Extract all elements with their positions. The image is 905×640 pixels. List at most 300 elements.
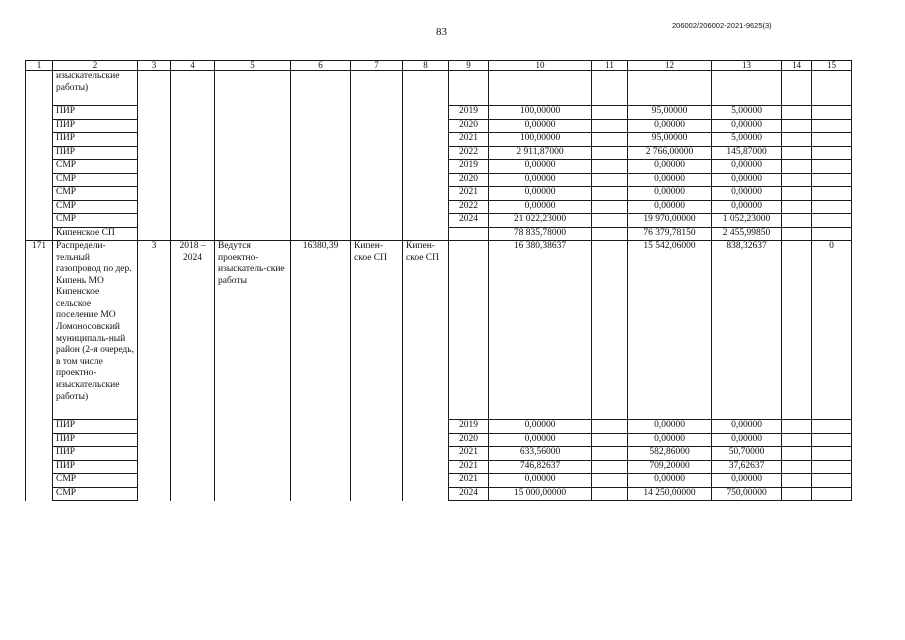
empty-cell xyxy=(215,487,291,501)
empty-cell xyxy=(812,460,852,474)
empty-cell xyxy=(782,160,812,174)
regional-cost-cell: 838,32637 xyxy=(712,241,782,420)
empty-cell xyxy=(351,187,403,201)
year-cell: 2022 xyxy=(449,200,489,214)
empty-cell xyxy=(403,460,449,474)
total-cost-cell: 0,00000 xyxy=(489,160,592,174)
empty-cell xyxy=(812,173,852,187)
empty-cell xyxy=(351,200,403,214)
work-type-cell: ПИР xyxy=(53,460,138,474)
work-type-cell: ПИР xyxy=(53,119,138,133)
empty-cell xyxy=(351,106,403,120)
work-type-cell: СМР xyxy=(53,173,138,187)
empty-cell xyxy=(592,146,628,160)
empty-cell xyxy=(171,214,215,228)
empty-cell xyxy=(812,227,852,241)
empty-cell xyxy=(449,227,489,241)
work-type-cell: ПИР xyxy=(53,133,138,147)
empty-cell xyxy=(138,187,171,201)
federal-cost-cell: 0,00000 xyxy=(628,160,712,174)
empty-cell xyxy=(291,133,351,147)
federal-cost-cell: 0,00000 xyxy=(628,173,712,187)
table-row xyxy=(26,420,852,434)
empty-cell xyxy=(782,200,812,214)
federal-cost-cell: 2 766,00000 xyxy=(628,146,712,160)
empty-cell xyxy=(171,420,215,434)
empty-cell xyxy=(812,487,852,501)
empty-cell xyxy=(592,447,628,461)
empty-cell xyxy=(291,200,351,214)
empty-cell xyxy=(592,119,628,133)
municipality-cell: Кипен-ское СП xyxy=(403,241,449,420)
empty-cell xyxy=(291,433,351,447)
year-cell: 2020 xyxy=(449,119,489,133)
total-cost-cell: 0,00000 xyxy=(489,187,592,201)
table-row xyxy=(26,200,852,214)
total-cost-cell: 0,00000 xyxy=(489,173,592,187)
table-row xyxy=(26,173,852,187)
federal-cost-cell: 0,00000 xyxy=(628,420,712,434)
empty-cell xyxy=(812,133,852,147)
empty-cell xyxy=(291,187,351,201)
empty-cell xyxy=(812,119,852,133)
total-cost-cell: 746,82637 xyxy=(489,460,592,474)
empty-cell xyxy=(291,460,351,474)
empty-cell xyxy=(403,187,449,201)
empty-cell xyxy=(812,214,852,228)
subtotal-federal: 76 379,78150 xyxy=(628,227,712,241)
empty-cell xyxy=(403,160,449,174)
empty-cell xyxy=(171,133,215,147)
subtotal-label: Кипенское СП xyxy=(53,227,138,241)
table-row xyxy=(26,474,852,488)
table-row xyxy=(26,146,852,160)
empty-cell xyxy=(138,119,171,133)
empty-cell xyxy=(782,227,812,241)
empty-cell xyxy=(215,160,291,174)
empty-cell xyxy=(403,173,449,187)
regional-cost-cell: 5,00000 xyxy=(712,106,782,120)
empty-cell xyxy=(592,173,628,187)
regional-cost-cell: 1 052,23000 xyxy=(712,214,782,228)
empty-cell xyxy=(351,119,403,133)
empty-cell xyxy=(215,200,291,214)
total-cost-cell: 0,00000 xyxy=(489,433,592,447)
empty-cell xyxy=(171,460,215,474)
empty-cell xyxy=(138,420,171,434)
empty-cell xyxy=(171,433,215,447)
empty-cell xyxy=(215,133,291,147)
empty-cell xyxy=(351,160,403,174)
table-row xyxy=(26,133,852,147)
empty-cell xyxy=(403,200,449,214)
table-row xyxy=(26,433,852,447)
column-header: 12 xyxy=(628,61,712,71)
estimated-cost-cell: 16380,39 xyxy=(291,241,351,420)
empty-cell xyxy=(26,214,53,228)
table-row xyxy=(26,487,852,501)
empty-cell xyxy=(291,227,351,241)
empty-cell xyxy=(138,433,171,447)
year-cell: 2024 xyxy=(449,487,489,501)
page-number: 83 xyxy=(436,26,447,38)
empty-cell xyxy=(26,474,53,488)
empty-cell xyxy=(215,71,291,106)
empty-cell xyxy=(449,71,489,106)
empty-cell xyxy=(291,71,351,106)
empty-cell xyxy=(592,474,628,488)
empty-cell xyxy=(291,146,351,160)
empty-cell xyxy=(712,71,782,106)
work-type-cell: СМР xyxy=(53,487,138,501)
empty-cell xyxy=(215,146,291,160)
empty-cell xyxy=(403,146,449,160)
column-header: 5 xyxy=(215,61,291,71)
year-cell: 2019 xyxy=(449,420,489,434)
federal-cost-cell: 0,00000 xyxy=(628,433,712,447)
table-row xyxy=(26,187,852,201)
object-name-cell: Распредели-тельный газопровод по дер. Кипень МО Кипенское сельское поселение МО Ломоносовский муниципаль-ный район (2-я очередь, в том числе проектно-изыскательские работы) xyxy=(53,241,138,420)
empty-cell xyxy=(138,474,171,488)
year-cell: 2021 xyxy=(449,447,489,461)
continued-name-cell: изыскательские работы) xyxy=(53,71,138,106)
empty-cell xyxy=(351,460,403,474)
empty-cell xyxy=(215,433,291,447)
empty-cell xyxy=(351,71,403,106)
status-cell: Ведутся проектно-изыскатель-ские работы xyxy=(215,241,291,420)
empty-cell xyxy=(26,420,53,434)
empty-cell xyxy=(351,474,403,488)
regional-cost-cell: 750,00000 xyxy=(712,487,782,501)
table-row xyxy=(26,71,852,106)
empty-cell xyxy=(171,119,215,133)
empty-cell xyxy=(138,200,171,214)
empty-cell xyxy=(782,173,812,187)
total-cost-cell: 0,00000 xyxy=(489,119,592,133)
empty-cell xyxy=(403,420,449,434)
empty-cell xyxy=(291,160,351,174)
empty-cell xyxy=(812,420,852,434)
column-header: 10 xyxy=(489,61,592,71)
empty-cell xyxy=(26,146,53,160)
years-cell: 2018 – 2024 xyxy=(171,241,215,420)
year-cell: 2019 xyxy=(449,160,489,174)
empty-cell xyxy=(215,227,291,241)
regional-cost-cell: 0,00000 xyxy=(712,420,782,434)
empty-cell xyxy=(26,160,53,174)
empty-cell xyxy=(403,71,449,106)
empty-cell xyxy=(782,214,812,228)
document-id: 206002/206002-2021-9625(3) xyxy=(672,21,772,30)
federal-cost-cell: 14 250,00000 xyxy=(628,487,712,501)
empty-cell xyxy=(138,160,171,174)
empty-cell xyxy=(351,214,403,228)
work-type-cell: СМР xyxy=(53,474,138,488)
empty-cell xyxy=(291,119,351,133)
row-number-cell: 171 xyxy=(26,241,53,420)
work-type-cell: ПИР xyxy=(53,146,138,160)
empty-cell xyxy=(215,119,291,133)
power-cell: 3 xyxy=(138,241,171,420)
column-header: 9 xyxy=(449,61,489,71)
empty-cell xyxy=(26,227,53,241)
total-cost-cell: 633,56000 xyxy=(489,447,592,461)
table-row xyxy=(26,119,852,133)
regional-cost-cell: 0,00000 xyxy=(712,187,782,201)
empty-cell xyxy=(812,433,852,447)
year-cell: 2024 xyxy=(449,214,489,228)
year-cell: 2021 xyxy=(449,474,489,488)
federal-cost-cell: 709,20000 xyxy=(628,460,712,474)
empty-cell xyxy=(171,474,215,488)
empty-cell xyxy=(171,71,215,106)
empty-cell xyxy=(403,227,449,241)
year-cell: 2019 xyxy=(449,106,489,120)
total-cost-cell: 16 380,38637 xyxy=(489,241,592,420)
work-type-cell: СМР xyxy=(53,187,138,201)
work-type-cell: ПИР xyxy=(53,433,138,447)
empty-cell xyxy=(291,173,351,187)
federal-cost-cell: 19 970,00000 xyxy=(628,214,712,228)
empty-cell xyxy=(592,214,628,228)
empty-cell xyxy=(171,146,215,160)
empty-cell xyxy=(351,447,403,461)
federal-cost-cell: 582,86000 xyxy=(628,447,712,461)
empty-cell xyxy=(628,71,712,106)
empty-cell xyxy=(215,187,291,201)
empty-cell xyxy=(812,187,852,201)
empty-cell xyxy=(403,214,449,228)
empty-cell xyxy=(782,146,812,160)
total-cost-cell: 2 911,87000 xyxy=(489,146,592,160)
empty-cell xyxy=(171,106,215,120)
empty-cell xyxy=(592,420,628,434)
federal-cost-cell: 95,00000 xyxy=(628,106,712,120)
empty-cell xyxy=(291,447,351,461)
empty-cell xyxy=(215,173,291,187)
empty-cell xyxy=(782,447,812,461)
empty-cell xyxy=(215,214,291,228)
federal-cost-cell: 15 542,06000 xyxy=(628,241,712,420)
empty-cell xyxy=(138,173,171,187)
regional-cost-cell: 5,00000 xyxy=(712,133,782,147)
work-type-cell: ПИР xyxy=(53,420,138,434)
table-row xyxy=(26,214,852,228)
empty-cell xyxy=(812,200,852,214)
total-cost-cell: 21 022,23000 xyxy=(489,214,592,228)
empty-cell xyxy=(782,474,812,488)
empty-cell xyxy=(782,420,812,434)
empty-cell xyxy=(26,133,53,147)
empty-cell xyxy=(592,433,628,447)
empty-cell xyxy=(592,187,628,201)
empty-cell xyxy=(215,460,291,474)
empty-cell xyxy=(215,447,291,461)
empty-cell xyxy=(351,433,403,447)
empty-cell xyxy=(782,119,812,133)
empty-cell xyxy=(351,133,403,147)
empty-cell xyxy=(812,160,852,174)
empty-cell xyxy=(403,474,449,488)
year-cell: 2020 xyxy=(449,433,489,447)
empty-cell xyxy=(291,214,351,228)
regional-cost-cell: 0,00000 xyxy=(712,200,782,214)
column-header: 11 xyxy=(592,61,628,71)
column-header: 8 xyxy=(403,61,449,71)
empty-cell xyxy=(592,487,628,501)
regional-cost-cell: 0,00000 xyxy=(712,173,782,187)
work-type-cell: СМР xyxy=(53,200,138,214)
empty-cell xyxy=(171,227,215,241)
year-cell: 2020 xyxy=(449,173,489,187)
total-cost-cell: 100,00000 xyxy=(489,106,592,120)
regional-cost-cell: 0,00000 xyxy=(712,433,782,447)
empty-cell xyxy=(403,447,449,461)
work-type-cell: ПИР xyxy=(53,447,138,461)
empty-cell xyxy=(291,474,351,488)
federal-cost-cell: 0,00000 xyxy=(628,474,712,488)
empty-cell xyxy=(592,160,628,174)
empty-cell xyxy=(26,187,53,201)
empty-cell xyxy=(782,433,812,447)
empty-cell xyxy=(171,187,215,201)
empty-cell xyxy=(351,420,403,434)
regional-cost-cell: 50,70000 xyxy=(712,447,782,461)
empty-cell xyxy=(138,487,171,501)
work-type-cell: СМР xyxy=(53,160,138,174)
regional-cost-cell: 0,00000 xyxy=(712,160,782,174)
empty-cell xyxy=(782,487,812,501)
empty-cell xyxy=(592,133,628,147)
empty-cell xyxy=(26,200,53,214)
table-row xyxy=(26,460,852,474)
empty-cell xyxy=(138,447,171,461)
empty-cell xyxy=(592,200,628,214)
empty-cell xyxy=(26,173,53,187)
empty-cell xyxy=(291,106,351,120)
empty-cell xyxy=(592,227,628,241)
empty-cell xyxy=(215,106,291,120)
empty-cell xyxy=(215,420,291,434)
empty-cell xyxy=(138,106,171,120)
empty-cell xyxy=(489,71,592,106)
year-cell: 2021 xyxy=(449,187,489,201)
subtotal-row xyxy=(26,227,852,241)
empty-cell xyxy=(351,146,403,160)
empty-cell xyxy=(782,106,812,120)
empty-cell xyxy=(171,200,215,214)
empty-cell xyxy=(171,447,215,461)
empty-cell xyxy=(592,106,628,120)
empty-cell xyxy=(26,433,53,447)
empty-cell xyxy=(138,227,171,241)
table-header-row xyxy=(26,61,852,71)
empty-cell xyxy=(403,133,449,147)
empty-cell xyxy=(138,214,171,228)
empty-cell xyxy=(171,160,215,174)
empty-cell xyxy=(26,119,53,133)
federal-cost-cell: 0,00000 xyxy=(628,119,712,133)
empty-cell xyxy=(812,146,852,160)
year-cell: 2021 xyxy=(449,133,489,147)
empty-cell xyxy=(782,187,812,201)
federal-cost-cell: 0,00000 xyxy=(628,200,712,214)
empty-cell xyxy=(26,447,53,461)
empty-cell xyxy=(171,173,215,187)
empty-cell xyxy=(403,106,449,120)
empty-cell xyxy=(138,133,171,147)
empty-cell xyxy=(26,71,53,106)
empty-cell xyxy=(403,487,449,501)
regional-cost-cell: 145,87000 xyxy=(712,146,782,160)
empty-cell xyxy=(812,106,852,120)
empty-cell xyxy=(592,460,628,474)
empty-cell xyxy=(351,487,403,501)
empty-cell xyxy=(782,241,812,420)
federal-cost-cell: 95,00000 xyxy=(628,133,712,147)
column-header: 3 xyxy=(138,61,171,71)
regional-cost-cell: 0,00000 xyxy=(712,119,782,133)
last-col-cell: 0 xyxy=(812,241,852,420)
customer-cell: Кипен-ское СП xyxy=(351,241,403,420)
empty-cell xyxy=(812,474,852,488)
empty-cell xyxy=(592,71,628,106)
empty-cell xyxy=(138,146,171,160)
empty-cell xyxy=(782,71,812,106)
empty-cell xyxy=(351,173,403,187)
empty-cell xyxy=(215,474,291,488)
work-type-cell: ПИР xyxy=(53,106,138,120)
empty-cell xyxy=(812,71,852,106)
year-cell: 2021 xyxy=(449,460,489,474)
regional-cost-cell: 0,00000 xyxy=(712,474,782,488)
total-cost-cell: 100,00000 xyxy=(489,133,592,147)
total-cost-cell: 0,00000 xyxy=(489,420,592,434)
empty-cell xyxy=(782,460,812,474)
item-171-row xyxy=(26,241,852,420)
empty-cell xyxy=(26,460,53,474)
empty-cell xyxy=(782,133,812,147)
work-type-cell: СМР xyxy=(53,214,138,228)
column-header: 4 xyxy=(171,61,215,71)
empty-cell xyxy=(26,106,53,120)
table-row xyxy=(26,106,852,120)
investment-table xyxy=(25,60,852,501)
column-header: 7 xyxy=(351,61,403,71)
empty-cell xyxy=(291,420,351,434)
total-cost-cell: 15 000,00000 xyxy=(489,487,592,501)
empty-cell xyxy=(26,487,53,501)
empty-cell xyxy=(812,447,852,461)
column-header: 6 xyxy=(291,61,351,71)
empty-cell xyxy=(138,460,171,474)
subtotal-total: 78 835,78000 xyxy=(489,227,592,241)
column-header: 1 xyxy=(26,61,53,71)
column-header: 14 xyxy=(782,61,812,71)
federal-cost-cell: 0,00000 xyxy=(628,187,712,201)
subtotal-regional: 2 455,99850 xyxy=(712,227,782,241)
year-cell: 2022 xyxy=(449,146,489,160)
column-header: 13 xyxy=(712,61,782,71)
column-header: 2 xyxy=(53,61,138,71)
empty-cell xyxy=(403,433,449,447)
total-cost-cell: 0,00000 xyxy=(489,474,592,488)
table-row xyxy=(26,160,852,174)
empty-cell xyxy=(592,241,628,420)
empty-cell xyxy=(403,119,449,133)
empty-cell xyxy=(171,487,215,501)
total-cost-cell: 0,00000 xyxy=(489,200,592,214)
